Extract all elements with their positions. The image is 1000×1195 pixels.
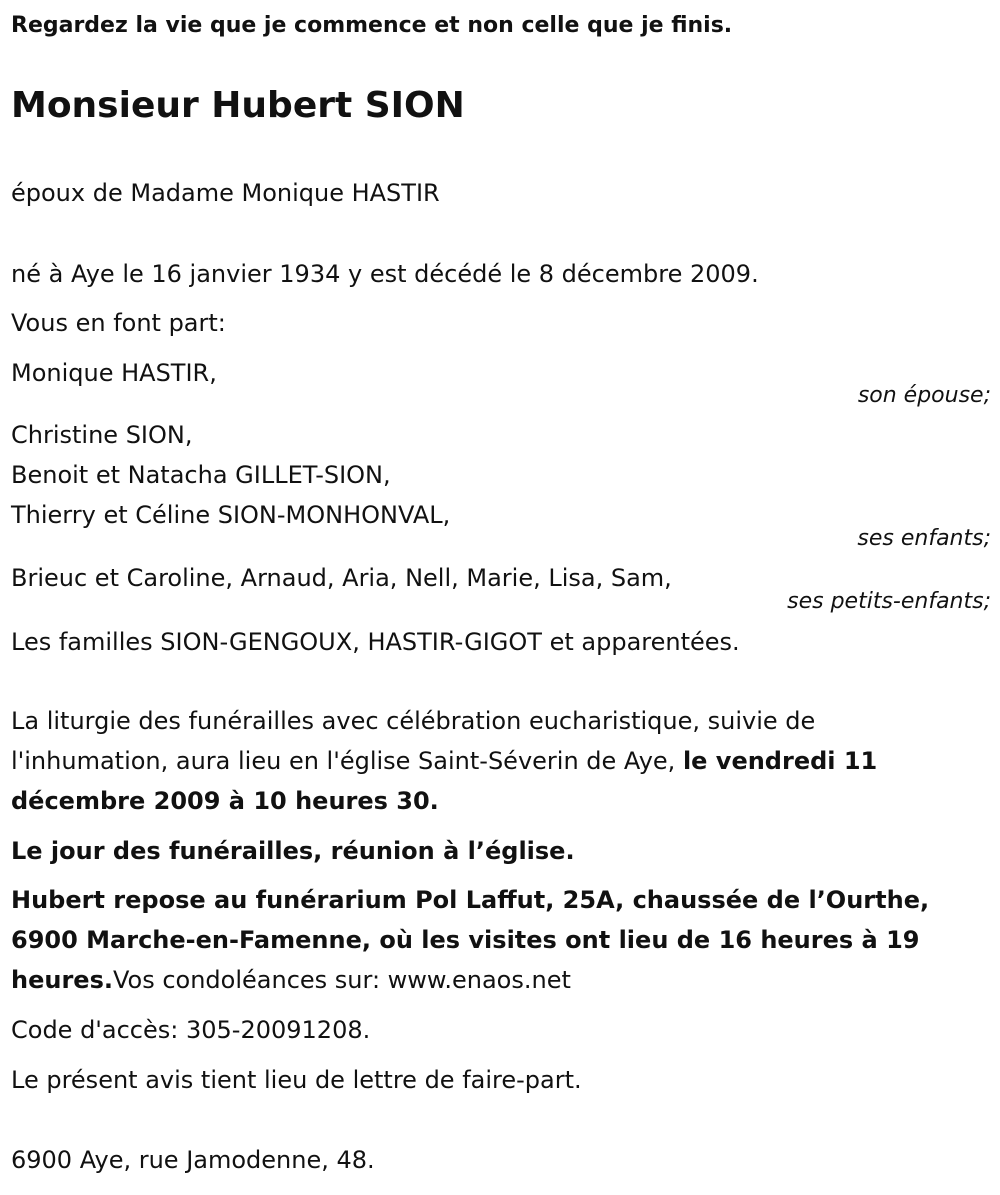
notice: Le présent avis tient lieu de lettre de faire-part. bbox=[11, 1066, 582, 1094]
child-3: Thierry et Céline SION-MONHONVAL, bbox=[11, 501, 451, 529]
repose-line-2: 6900 Marche-en-Famenne, où les visites ont lieu de 16 heures à 19 bbox=[11, 926, 920, 954]
repose-line-3 bbox=[11, 960, 571, 1000]
grandchildren: Brieuc et Caroline, Arnaud, Aria, Nell, Marie, Lisa, Sam, bbox=[11, 564, 672, 592]
access-code: Code d'accès: 305-20091208. bbox=[11, 1016, 371, 1044]
meeting-note: Le jour des funérailles, réunion à l’église. bbox=[11, 837, 575, 865]
liturgy-line-3: décembre 2009 à 10 heures 30. bbox=[11, 787, 439, 815]
birth-death-line: né à Aye le 16 janvier 1934 y est décédé le 8 décembre 2009. bbox=[11, 260, 759, 288]
children-role: ses enfants; bbox=[857, 526, 991, 551]
spouse-role: son épouse; bbox=[857, 383, 991, 408]
spouse-line: époux de Madame Monique HASTIR bbox=[11, 179, 440, 207]
family-spouse: Monique HASTIR, bbox=[11, 359, 217, 387]
child-1: Christine SION, bbox=[11, 421, 193, 449]
liturgy-date-part-1: le vendredi 11 bbox=[682, 747, 878, 775]
deceased-name: Monsieur Hubert SION bbox=[11, 85, 465, 126]
address: 6900 Aye, rue Jamodenne, 48. bbox=[11, 1146, 375, 1174]
repose-hours-end: heures. bbox=[11, 966, 113, 994]
condolences-link-text: Vos condoléances sur: www.enaos.net bbox=[112, 966, 571, 994]
motto: Regardez la vie que je commence et non celle que je finis. bbox=[11, 13, 733, 38]
child-2: Benoit et Natacha GILLET-SION, bbox=[11, 461, 391, 489]
extended-families: Les familles SION-GENGOUX, HASTIR-GIGOT et apparentées. bbox=[11, 628, 740, 656]
repose-line-1: Hubert repose au funérarium Pol Laffut, 25A, chaussée de l’Ourthe, bbox=[11, 886, 930, 914]
liturgy-line-1: La liturgie des funérailles avec célébration eucharistique, suivie de bbox=[11, 707, 816, 735]
announce-intro: Vous en font part: bbox=[11, 309, 226, 337]
liturgy-line-2 bbox=[11, 741, 877, 781]
grandchildren-role: ses petits-enfants; bbox=[787, 589, 991, 614]
liturgy-location: l'inhumation, aura lieu en l'église Saint-Séverin de Aye, bbox=[11, 747, 683, 775]
